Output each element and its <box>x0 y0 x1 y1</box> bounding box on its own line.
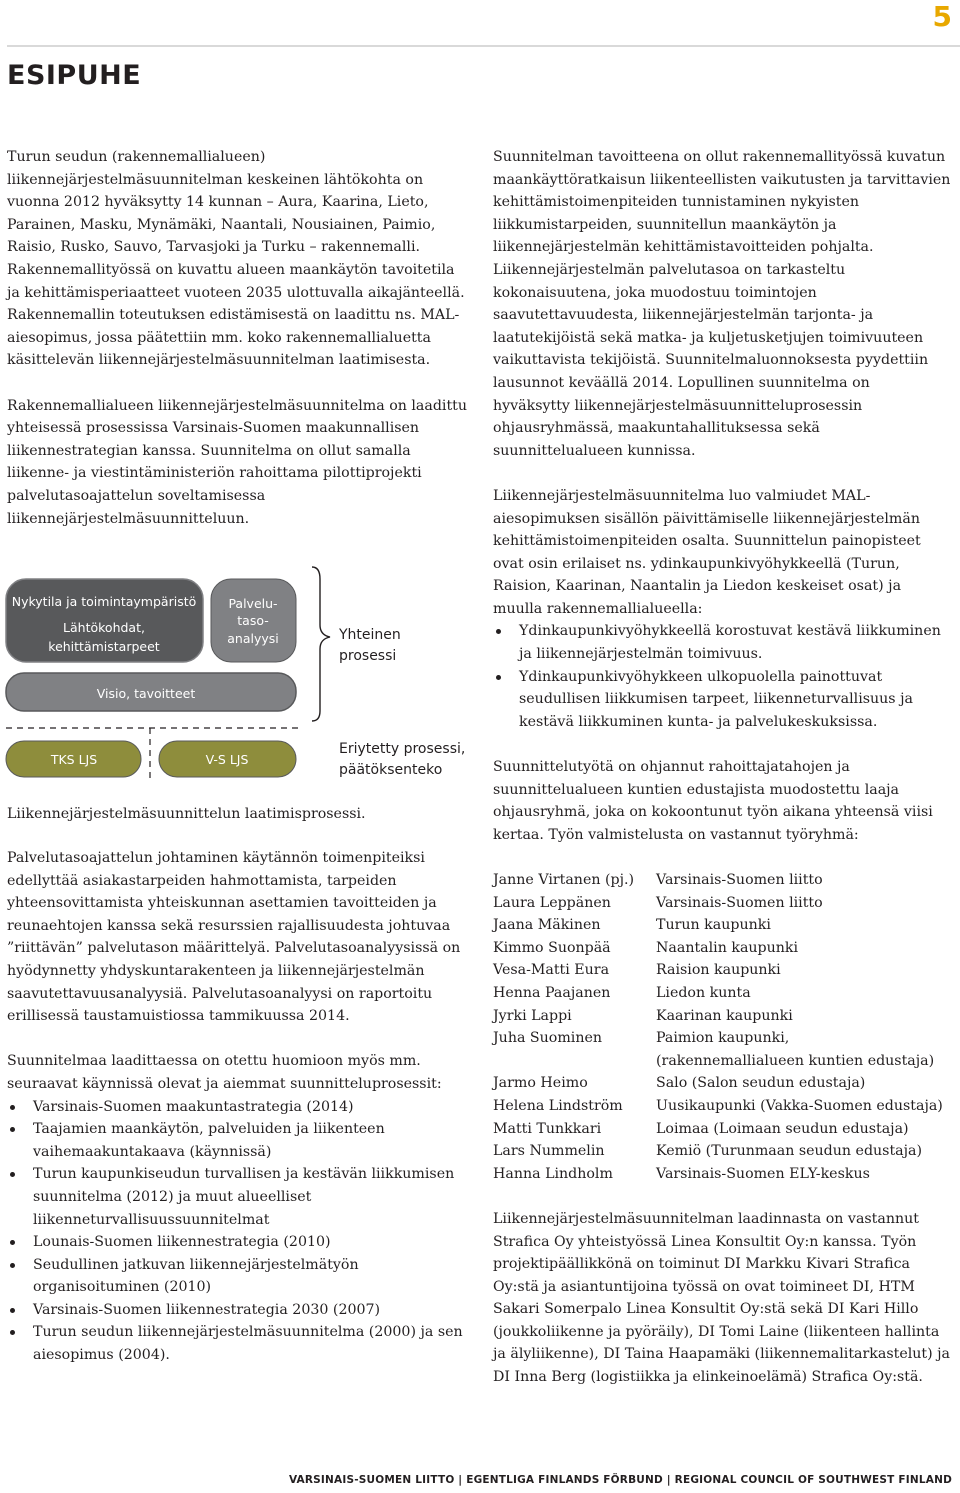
common-process-brace <box>312 567 330 721</box>
right-paragraph-3: Suunnittelutyötä on ohjannut rahoittajatahojen ja suunnittelualueen kuntien edustajista muodostettu laaja ohjausryhmä, joka on kokoontunut työn aikana yhteensä viisi kertaa. Työn valmistelusta on vastannut työryhmä: <box>493 759 933 843</box>
vision-label: Visio, tavoitteet <box>96 686 196 701</box>
process-list-item: Turun seudun liikennejärjestelmäsuunnitelma (2000) ja sen aiesopimus (2004). <box>7 1321 471 1366</box>
member-organisation: Turun kaupunki <box>656 917 771 934</box>
left-paragraph-3: Palvelutasoajattelun johtaminen käytännön toimenpiteiksi edellyttää asiakastarpeiden hahmottamista, tarpeiden yhteensovittamista yhteiskunnan asettamien tavoitteiden ja reunaehtojen kanssa sekä resurssien rajallisuudesta johtuvaa ”riittävän” palvelutason määrittelyä. Palvelutasoanalyysissä on hyödynnetty yhdyskuntarakenteen ja liikennejärjestelmän saavutettavuusanalyysiä. Palvelutasoanalyysi on raportoitu erillisessä taustamuistiossa tammikuussa 2014. <box>7 850 461 1025</box>
member-organisation: Loimaa (Loimaan seudun edustaja) <box>656 1120 909 1137</box>
right-column <box>493 146 951 1389</box>
member-organisation: Kemiö (Turunmaan seudun edustaja) <box>656 1143 922 1160</box>
member-name: Jaana Mäkinen <box>493 917 601 934</box>
process-list-item: Varsinais-Suomen maakuntastrategia (2014) <box>7 1096 471 1119</box>
member-organisation: Raision kaupunki <box>656 962 781 979</box>
starting-points-label: Lähtökohdat, <box>63 620 145 635</box>
process-list-item: Turun kaupunkiseudun turvallisen ja kestävän liikkumisen suunnitelma (2012) ja muut alueelliset liikenneturvallisuussuunnitelmat <box>7 1163 471 1231</box>
member-organisation: Varsinais-Suomen liitto <box>656 894 823 911</box>
left-column-top <box>7 146 471 530</box>
top-rule <box>7 45 960 47</box>
member-name: Kimmo Suonpää <box>493 939 611 956</box>
process-list-item: Taajamien maankäytön, palveluiden ja liikenteen vaihemaakuntakaava (käynnissä) <box>7 1118 471 1163</box>
member-name: Laura Leppänen <box>493 894 611 911</box>
process-list-item: Varsinais-Suomen liikennestrategia 2030 (2007) <box>7 1299 471 1322</box>
process-list-item: Lounais-Suomen liikennestrategia (2010) <box>7 1231 471 1254</box>
member-organisation: Uusikaupunki (Vakka-Suomen edustaja) <box>656 1097 943 1114</box>
service-level-line-3: analyysi <box>227 631 279 646</box>
member-organisation: Liedon kunta <box>656 984 751 1001</box>
member-organisation: Salo (Salon seudun edustaja) <box>656 1075 866 1092</box>
focus-list <box>493 620 951 733</box>
right-paragraph-4: Liikennejärjestelmäsuunnitelman laadinnasta on vastannut Strafica Oy yhteistyössä Linea Konsultit Oy:n kanssa. Työn projektipäällikkönä on toiminut DI Markku Kivari Strafica Oy:stä ja asiantuntijoina työssä on ovat toimineet DI, HTM Sakari Somerpalo Linea Konsultit Oy:stä sekä DI Kari Hillo (joukkoliikenne ja pyöräily), DI Tomi Laine (liikenteen hallinta ja älyliikenne), DI Taina Haapamäki (liikennemalitarkastelut) ja DI Inna Berg (logistiikka ja elinkeinoelämä) Strafica Oy:stä. <box>493 1210 950 1386</box>
focus-list-item: Ydinkaupunkivyöhykkeen ulkopuolella painottuvat seudullisen liikkumisen tarpeet, liikenneturvallisuus ja kestävä liikkuminen kunta- ja palvelukeskuksissa. <box>493 666 951 734</box>
member-name: Jarmo Heimo <box>493 1075 588 1092</box>
left-paragraph-1: Turun seudun (rakennemallialueen) liikennejärjestelmäsuunnitelman keskeinen lähtökohta on vuonna 2012 hyväksytty 14 kunnan – Aura, Kaarina, Lieto, Parainen, Masku, Mynämäki, Naantali, Nousiainen, Paimio, Raisio, Rusko, Sauvo, Tarvasjoki ja Turku – rakennemalli. Rakennemallityössä on kuvattu alueen maankäytön tavoitetila ja kehittämisperiaatteet vuoteen 2035 ulottuvalla aikajänteellä. Rakennemallin toteutuksen edistämisestä on laadittu ns. MAL-aiesopimus, jossa päätettiin mm. koko rakennemallialuetta käsittelevän liikennejärjestelmäsuunnitelman laatimisesta. <box>7 149 465 369</box>
member-organisation: Naantalin kaupunki <box>656 939 799 956</box>
current-state-title: Nykytila ja toimintaympäristö <box>11 594 197 609</box>
member-name: Helena Lindström <box>493 1097 623 1114</box>
page-footer: VARSINAIS-SUOMEN LIITTO | EGENTLIGA FINLANDS FÖRBUND | REGIONAL COUNCIL OF SOUTHWEST FINLAND <box>288 1474 952 1486</box>
service-level-line-1: Palvelu- <box>228 596 278 611</box>
member-organisation: Paimion kaupunki, <box>656 1030 790 1047</box>
member-organisation: (rakennemallialueen kuntien edustaja) <box>656 1052 935 1069</box>
process-list <box>7 1096 471 1367</box>
page-heading: ESIPUHE <box>7 60 142 91</box>
member-name: Matti Tunkkari <box>493 1120 602 1137</box>
member-name: Hanna Lindholm <box>493 1165 613 1182</box>
development-needs-label: kehittämistarpeet <box>48 639 160 654</box>
focus-list-item: Ydinkaupunkivyöhykkeellä korostuvat kestävä liikkuminen ja liikennejärjestelmän toimivuus. <box>493 620 951 665</box>
process-diagram <box>0 565 480 790</box>
member-name <box>493 1050 656 1073</box>
process-list-item: Seudullinen jatkuvan liikennejärjestelmätyön organisoituminen (2010) <box>7 1254 471 1299</box>
member-organisation: Kaarinan kaupunki <box>656 1007 793 1024</box>
member-name: Vesa-Matti Eura <box>493 962 610 979</box>
left-paragraph-4: Suunnitelmaa laadittaessa on otettu huomioon myös mm. seuraavat käynnissä olevat ja aiemmat suunnitteluprosessit: <box>7 1053 442 1092</box>
vs-ljs-label: V-S LJS <box>205 752 249 767</box>
member-name: Jyrki Lappi <box>493 1007 572 1024</box>
left-paragraph-2: Rakennemallialueen liikennejärjestelmäsuunnitelma on laadittu yhteisessä prosessissa Varsinais-Suomen maakunnallisen liikennestrategian kanssa. Suunnitelma on ollut samalla liikenne- ja viestintäministeriön rahoittama pilottiprojekti palvelutasoajattelun soveltamisessa liikennejärjestelmäsuunnitteluun. <box>7 397 467 527</box>
common-process-line-1: Yhteinen <box>339 627 401 643</box>
page-number: 5 <box>932 0 952 33</box>
member-name: Henna Paajanen <box>493 984 611 1001</box>
service-level-line-2: taso- <box>237 613 269 628</box>
member-name: Lars Nummelin <box>493 1143 605 1160</box>
separate-process-line-1: Eriytetty prosessi, <box>339 741 466 757</box>
left-column-bottom <box>7 847 471 1367</box>
member-name: Juha Suominen <box>493 1030 602 1047</box>
separate-process-line-2: päätöksenteko <box>339 762 443 778</box>
right-paragraph-2: Liikennejärjestelmäsuunnitelma luo valmiudet MAL-aiesopimuksen sisällön päivittämiselle liikennejärjestelmän kehittämistoimenpiteiden osalta. Suunnittelun painopisteet ovat osin erilaiset ns. ydinkaupunkivyöhykkeellä (Turun, Raision, Kaarinan, Naantalin ja Liedon keskeiset osat) ja muulla rakennemallialueella: <box>493 487 921 617</box>
common-process-line-2: prosessi <box>339 648 397 664</box>
member-organisation: Varsinais-Suomen ELY-keskus <box>656 1165 870 1182</box>
member-name: Janne Virtanen (pj.) <box>493 872 635 888</box>
working-group-table <box>493 869 951 1185</box>
member-organisation: Varsinais-Suomen liitto <box>656 872 823 888</box>
tks-ljs-label: TKS LJS <box>50 752 98 767</box>
diagram-caption: Liikennejärjestelmäsuunnittelun laatimisprosessi. <box>7 806 366 822</box>
right-paragraph-1: Suunnitelman tavoitteena on ollut rakennemallityössä kuvatun maankäyttöratkaisun liikenteellisten vaikutusten ja tarvittavien kehittämistoimenpiteiden tunnistaminen nykyisten liikkumistarpeiden, suunnitellun maankäytön ja liikennejärjestelmän kehittämistavoitteiden pohjalta. Liikennejärjestelmän palvelutasoa on tarkasteltu kokonaisuutena, joka muodostuu toimintojen saavutettavuudesta, liikennejärjestelmän tarjonta- ja laatutekijöistä sekä matka- ja kuljetusketjujen toimivuuteen vaikuttavista tekijöistä. Suunnitelmaluonnoksesta pyydettiin lausunnot keväällä 2014. Lopullinen suunnitelma on hyväksytty liikennejärjestelmäsuunnitteluprosessin ohjausryhmässä, maakuntahallituksessa sekä suunnittelualueen kunnissa. <box>493 149 951 459</box>
